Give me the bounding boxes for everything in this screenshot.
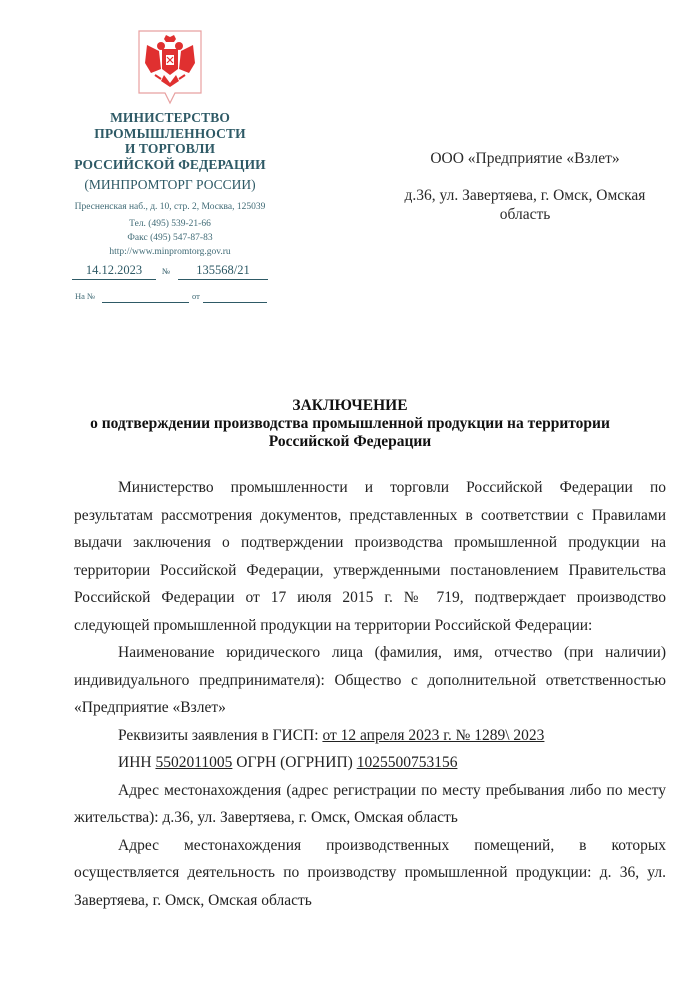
gisp-paragraph xyxy=(74,722,666,750)
title-subtitle-line: о подтверждении производства промышленной продукции на территории xyxy=(90,415,610,432)
document-title xyxy=(40,397,660,451)
prod-address-value: д. 36, ул. Завертяева, г. Омск, Омская область xyxy=(74,864,666,909)
intro-paragraph: Министерство промышленности и торговли Российской Федерации по результатам рассмотрения документов, представленных в соответствии с Правилами выдачи заключения о подтверждении производства промышленной продукции на территории Российской Федерации, утвержденными постановлением Правительства Российской Федерации от 17 июля 2015 г. № 719, подтверждает производство следующей промышленной продукции на территории Российской Федерации: xyxy=(74,479,666,634)
reference-line xyxy=(75,291,275,305)
title-subtitle-line: Российской Федерации xyxy=(268,433,432,450)
ministry-name xyxy=(50,110,290,172)
reg-address-value: д.36, ул. Завертяева, г. Омск, Омская область xyxy=(162,809,458,826)
gisp-value: от 12 апреля 2023 г. № 1289\ 2023 xyxy=(322,726,545,744)
ministry-fax: Факс (495) 547-87-83 xyxy=(127,233,213,243)
ministry-line: И ТОРГОВЛИ xyxy=(124,141,216,156)
document-number: 135568/21 xyxy=(178,262,268,280)
recipient-address: д.36, ул. Завертяева, г. Омск, Омская область xyxy=(404,187,646,223)
inn-label: ИНН xyxy=(118,754,156,771)
reg-address-paragraph xyxy=(74,777,666,832)
ministry-address: Пресненская наб., д. 10, стр. 2, Москва, 125039 xyxy=(74,202,266,212)
ministry-contacts xyxy=(50,200,290,259)
entity-label: Наименование юридического лица (фамилия, имя, отчество (при наличии) индивидуального предпринимателя): xyxy=(74,644,666,689)
ogrn-label: ОГРН (ОГРНИП) xyxy=(232,754,357,771)
ministry-line: ПРОМЫШЛЕННОСТИ xyxy=(94,125,246,141)
prod-address-label: Адрес местонахождения производственных помещений, в которых осуществляется деятельность по производству промышленной продукции: xyxy=(74,836,666,881)
prod-address-paragraph xyxy=(74,832,666,915)
document-date: 14.12.2023 xyxy=(72,262,156,280)
recipient-name: ООО «Предприятие «Взлет» xyxy=(430,150,620,167)
ministry-phone: Тел. (495) 539-21-66 xyxy=(129,219,211,229)
ref-from-label: от xyxy=(192,291,200,301)
number-label: № xyxy=(162,266,171,276)
coat-of-arms-icon xyxy=(137,29,203,107)
recipient-block xyxy=(385,150,665,224)
ogrn-value: 1025500753156 xyxy=(356,754,458,771)
coat-of-arms-emblem xyxy=(137,29,203,107)
ref-number-blank xyxy=(102,302,189,303)
ministry-line: МИНИСТЕРСТВО xyxy=(110,110,230,125)
title-heading: ЗАКЛЮЧЕНИЕ xyxy=(292,397,408,414)
ministry-website[interactable]: http://www.minpromtorg.gov.ru xyxy=(109,247,231,257)
entity-value: Общество с дополнительной ответственностью «Предприятие «Взлет» xyxy=(74,671,666,716)
ref-number-label: На № xyxy=(75,291,96,301)
gisp-label: Реквизиты заявления в ГИСП: xyxy=(118,726,323,744)
ministry-short-name: (МИНПРОМТОРГ РОССИИ) xyxy=(84,177,256,192)
inn-value: 5502011005 xyxy=(155,754,233,771)
ministry-line: РОССИЙСКОЙ ФЕДЕРАЦИИ xyxy=(74,156,266,172)
registration-line xyxy=(72,262,272,280)
reg-address-label: Адрес местонахождения (адрес регистрации по месту пребывания либо по месту жительства): xyxy=(74,781,666,826)
ref-from-blank xyxy=(203,302,267,303)
entity-paragraph xyxy=(74,639,666,722)
document-body xyxy=(74,474,666,914)
inn-ogrn-paragraph xyxy=(74,749,666,777)
